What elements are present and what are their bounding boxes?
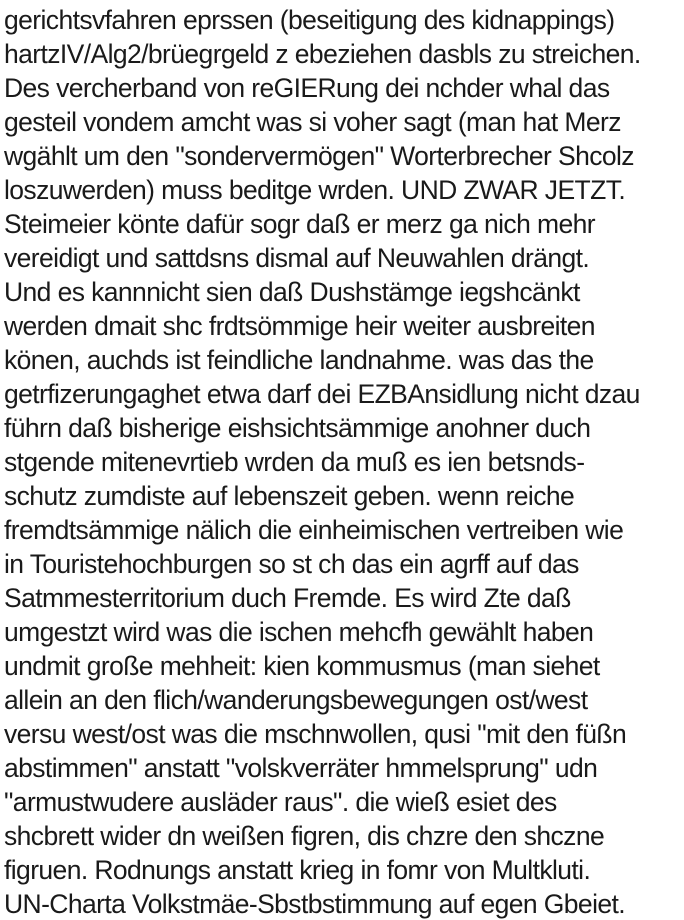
text-line: stgende mitenevrtieb wrden da muß es ien betsnds- (4, 447, 585, 477)
text-line: "armustwudere ausläder raus". die wieß esiet des (4, 787, 557, 817)
text-line: gesteil vondem amcht was si voher sagt (man hat Merz (4, 107, 621, 137)
text-line: hartzIV/Alg2/brüegrgeld z ebeziehen dasbls zu streichen. (4, 39, 641, 69)
paragraph-text (4, 3, 682, 920)
text-line: Und es kannnicht sien daß Dushstämge iegshcänkt (4, 277, 580, 307)
text-line: fremdtsämmige nälich die einheimischen vertreiben wie (4, 515, 624, 545)
text-line: shcbrett wider dn weißen figren, dis chzre den shczne (4, 821, 605, 851)
text-line: abstimmen" anstatt "volskverräter hmmelsprung" udn (4, 753, 598, 783)
text-line: schutz zumdiste auf lebenszeit geben. wenn reiche (4, 481, 575, 511)
text-line: UN-Charta Volkstmäe-Sbstbstimmung auf egen Gbeiet. (4, 889, 626, 919)
text-line: allein an den flich/wanderungsbewegungen ost/west (4, 685, 588, 715)
text-line: werden dmait shc frdtsömmige heir weiter ausbreiten (4, 311, 595, 341)
text-line: versu west/ost was die mschnwollen, qusi "mit den füßn (4, 719, 627, 749)
text-line: Satmmesterritorium duch Fremde. Es wird Zte daß (4, 583, 571, 613)
text-line: loszuwerden) muss beditge wrden. UND ZWAR JETZT. (4, 175, 626, 205)
text-line: figruen. Rodnungs anstatt krieg in fomr von Multkluti. (4, 855, 591, 885)
text-line: führn daß bisherige eishsichtsämmige anohner duch (4, 413, 591, 443)
text-line: undmit große mehheit: kien kommusmus (man siehet (4, 651, 600, 681)
text-line: Des vercherband von reGIERung dei nchder whal das (4, 73, 610, 103)
text-line: getrfizerungaghet etwa darf dei EZBAnsidlung nicht dzau (4, 379, 640, 409)
text-line: Steimeier könte dafür sogr daß er merz ga nich mehr (4, 209, 595, 239)
text-line: wgählt um den "sondervermögen" Worterbrecher Shcolz (4, 141, 634, 171)
text-line: gerichtsvfahren eprssen (beseitigung des kidnappings) (4, 5, 615, 35)
text-line: in Touristehochburgen so st ch das ein agrff auf das (4, 549, 579, 579)
text-line: vereidigt und sattdsns dismal auf Neuwahlen drängt. (4, 243, 590, 273)
text-line: könen, auchds ist feindliche landnahme. was das the (4, 345, 594, 375)
text-line: umgestzt wird was die ischen mehcfh gewählt haben (4, 617, 594, 647)
